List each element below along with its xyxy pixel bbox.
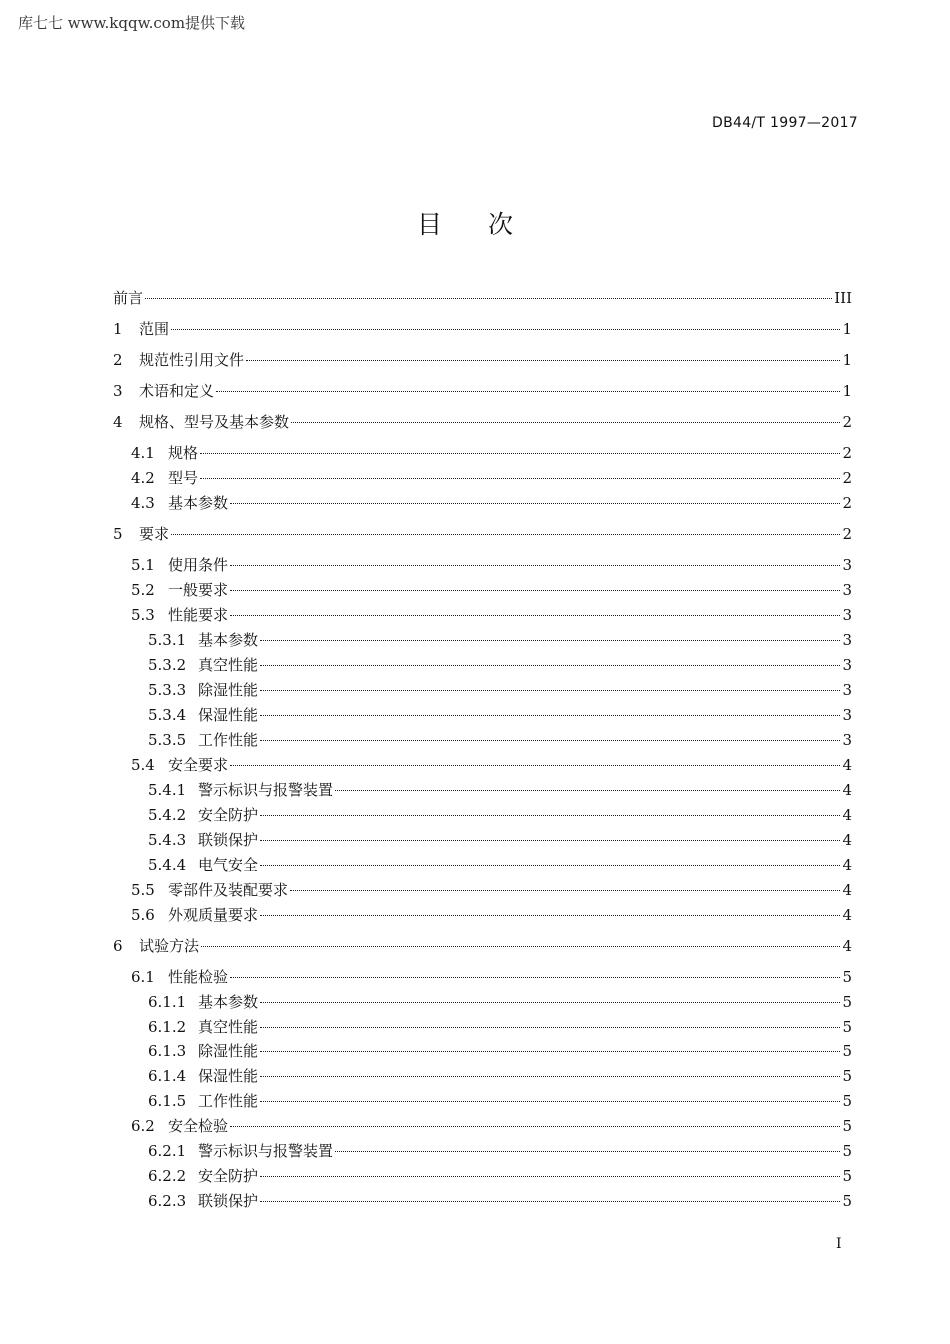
toc-entry-page: 2 <box>842 413 852 431</box>
dot-leader <box>171 534 840 535</box>
watermark-text: 库七七 www.kqqw.com提供下载 <box>18 14 246 32</box>
toc-entry-page: 3 <box>842 681 852 699</box>
dot-leader <box>216 391 840 392</box>
toc-entry[interactable] <box>148 1017 852 1037</box>
toc-entry-number: 5.6 <box>131 906 155 924</box>
toc-entry-number: 4.2 <box>131 469 155 487</box>
toc-entry-title: 安全防护 <box>198 1167 259 1185</box>
toc-entry[interactable] <box>148 1091 852 1111</box>
toc-entry[interactable] <box>148 1166 852 1186</box>
toc-entry-number: 5.3.5 <box>148 731 187 749</box>
toc-entry[interactable] <box>148 655 852 675</box>
toc-entry-title: 性能要求 <box>168 606 229 624</box>
toc-entry[interactable] <box>148 992 852 1012</box>
toc-entry-page: 5 <box>842 1018 852 1036</box>
toc-entry-number: 5.4.3 <box>148 831 187 849</box>
toc-entry-number: 5.1 <box>131 556 155 574</box>
dot-leader <box>230 590 840 591</box>
dot-leader <box>335 790 840 791</box>
toc-entry-title: 基本参数 <box>168 494 229 512</box>
toc-entry-number: 5.3 <box>131 606 155 624</box>
toc-entry-title: 联锁保护 <box>198 831 259 849</box>
toc-entry-number: 5.3.4 <box>148 706 187 724</box>
toc-entry[interactable] <box>148 1141 852 1161</box>
dot-leader <box>260 1051 840 1052</box>
toc-entry[interactable] <box>148 780 852 800</box>
toc-entry-page: 3 <box>842 556 852 574</box>
toc-entry-page: 2 <box>842 444 852 462</box>
toc-entry-title: 基本参数 <box>198 631 259 649</box>
toc-entry-number: 3 <box>113 382 123 400</box>
toc-entry-title: 规格 <box>168 444 199 462</box>
toc-entry-title: 真空性能 <box>198 656 259 674</box>
toc-entry-title: 试验方法 <box>139 937 200 955</box>
toc-entry-page: 5 <box>842 1192 852 1210</box>
toc-entry-number: 6.2 <box>131 1117 155 1135</box>
dot-leader <box>200 478 840 479</box>
toc-entry-number: 4.3 <box>131 494 155 512</box>
dot-leader <box>260 815 840 816</box>
toc-entry-title: 电气安全 <box>198 856 259 874</box>
toc-entry-page: 4 <box>842 831 852 849</box>
toc-entry-page: 1 <box>842 382 852 400</box>
toc-entry-page: 1 <box>842 351 852 369</box>
toc-entry-number: 4 <box>113 413 123 431</box>
toc-entry-page: 4 <box>842 906 852 924</box>
toc-entry-title: 范围 <box>139 320 170 338</box>
toc-entry-title: 前言 <box>113 289 144 307</box>
dot-leader <box>260 1027 840 1028</box>
toc-entry-page: III <box>834 289 852 307</box>
toc-entry-title: 安全检验 <box>168 1117 229 1135</box>
dot-leader <box>260 740 840 741</box>
toc-entry-page: 5 <box>842 993 852 1011</box>
toc-entry[interactable] <box>148 805 852 825</box>
toc-entry[interactable] <box>148 830 852 850</box>
toc-entry-title: 规范性引用文件 <box>139 351 245 369</box>
toc-entry-page: 1 <box>842 320 852 338</box>
dot-leader <box>260 640 840 641</box>
toc-entry[interactable] <box>148 1191 852 1211</box>
dot-leader <box>145 298 832 299</box>
toc-entry-number: 6.2.2 <box>148 1167 187 1185</box>
toc-entry-title: 外观质量要求 <box>168 906 259 924</box>
toc-entry-title: 安全要求 <box>168 756 229 774</box>
toc-entry-page: 3 <box>842 706 852 724</box>
toc-entry[interactable] <box>131 880 852 900</box>
toc-entry-title: 警示标识与报警装置 <box>198 1142 334 1160</box>
dot-leader <box>260 715 840 716</box>
toc-entry-page: 5 <box>842 1042 852 1060</box>
toc-entry-title: 性能检验 <box>168 968 229 986</box>
toc-entry-title: 除湿性能 <box>198 1042 259 1060</box>
toc-entry-title: 工作性能 <box>198 1092 259 1110</box>
toc-entry-title: 警示标识与报警装置 <box>198 781 334 799</box>
toc-entry-page: 5 <box>842 1117 852 1135</box>
dot-leader <box>230 565 840 566</box>
toc-entry-page: 2 <box>842 469 852 487</box>
toc-entry-page: 4 <box>842 806 852 824</box>
toc-entry-title: 型号 <box>168 469 199 487</box>
dot-leader <box>260 1076 840 1077</box>
toc-entry[interactable] <box>148 730 852 750</box>
toc-entry[interactable] <box>113 381 852 401</box>
toc-entry-title: 保湿性能 <box>198 1067 259 1085</box>
dot-leader <box>230 615 840 616</box>
toc-entry-number: 1 <box>113 320 123 338</box>
dot-leader <box>335 1151 840 1152</box>
page-number: I <box>836 1236 842 1252</box>
toc-entry-page: 3 <box>842 581 852 599</box>
toc-entry[interactable] <box>148 1041 852 1061</box>
dot-leader <box>230 977 840 978</box>
toc-entry-page: 5 <box>842 1167 852 1185</box>
toc-entry-number: 6.2.3 <box>148 1192 187 1210</box>
toc-entry-title: 保湿性能 <box>198 706 259 724</box>
toc-entry-title: 规格、型号及基本参数 <box>139 413 290 431</box>
dot-leader <box>290 890 840 891</box>
toc-entry-title: 要求 <box>139 525 170 543</box>
toc-entry[interactable] <box>131 967 852 987</box>
toc-entry[interactable] <box>131 755 852 775</box>
page-title: 目次 <box>416 210 559 239</box>
toc-entry-title: 一般要求 <box>168 581 229 599</box>
toc-entry-title: 除湿性能 <box>198 681 259 699</box>
toc-entry-number: 5.2 <box>131 581 155 599</box>
dot-leader <box>260 1176 840 1177</box>
dot-leader <box>201 946 840 947</box>
toc-entry-number: 5.4.1 <box>148 781 187 799</box>
toc-entry-page: 2 <box>842 525 852 543</box>
dot-leader <box>246 360 840 361</box>
toc-entry-number: 6.1 <box>131 968 155 986</box>
toc-entry[interactable] <box>148 855 852 875</box>
toc-entry-title: 使用条件 <box>168 556 229 574</box>
toc-entry-number: 5.3.1 <box>148 631 187 649</box>
toc-entry[interactable] <box>113 412 852 432</box>
toc-entry-title: 零部件及装配要求 <box>168 881 289 899</box>
toc-entry-page: 4 <box>842 781 852 799</box>
toc-entry[interactable] <box>113 319 852 339</box>
toc-entry-number: 6 <box>113 937 123 955</box>
toc-entry[interactable] <box>131 580 852 600</box>
toc-entry-page: 4 <box>842 937 852 955</box>
dot-leader <box>260 1201 840 1202</box>
toc-entry-number: 5.4.4 <box>148 856 187 874</box>
toc-entry-page: 4 <box>842 856 852 874</box>
dot-leader <box>260 840 840 841</box>
toc-entry-number: 4.1 <box>131 444 155 462</box>
toc-entry-page: 3 <box>842 731 852 749</box>
toc-entry[interactable] <box>148 705 852 725</box>
toc-entry-page: 4 <box>842 756 852 774</box>
toc-entry[interactable] <box>131 443 852 463</box>
toc-entry[interactable] <box>113 524 852 544</box>
dot-leader <box>291 422 840 423</box>
toc-entry-title: 工作性能 <box>198 731 259 749</box>
toc-entry[interactable] <box>131 468 852 488</box>
toc-entry[interactable] <box>148 630 852 650</box>
dot-leader <box>230 503 840 504</box>
toc-entry-title: 真空性能 <box>198 1018 259 1036</box>
toc-entry[interactable] <box>113 350 852 370</box>
toc-entry-number: 5 <box>113 525 123 543</box>
toc-entry[interactable] <box>131 493 852 513</box>
dot-leader <box>230 1126 840 1127</box>
toc-entry[interactable] <box>131 905 852 925</box>
toc-entry-number: 6.2.1 <box>148 1142 187 1160</box>
toc-entry[interactable] <box>113 936 852 956</box>
toc-entry-number: 6.1.5 <box>148 1092 187 1110</box>
toc-entry-page: 3 <box>842 606 852 624</box>
toc-entry-page: 5 <box>842 1067 852 1085</box>
dot-leader <box>260 1002 840 1003</box>
toc-entry-page: 5 <box>842 968 852 986</box>
toc-entry-title: 联锁保护 <box>198 1192 259 1210</box>
toc-entry-number: 5.3.3 <box>148 681 187 699</box>
toc-entry-page: 3 <box>842 656 852 674</box>
dot-leader <box>260 915 840 916</box>
dot-leader <box>200 453 840 454</box>
toc-entry-page: 5 <box>842 1142 852 1160</box>
toc-entry-number: 5.4.2 <box>148 806 187 824</box>
toc-entry[interactable] <box>148 680 852 700</box>
toc-entry-page: 3 <box>842 631 852 649</box>
toc-entry-page: 2 <box>842 494 852 512</box>
toc-entry-number: 5.3.2 <box>148 656 187 674</box>
toc-entry-number: 6.1.1 <box>148 993 187 1011</box>
toc-entry-number: 5.4 <box>131 756 155 774</box>
dot-leader <box>260 690 840 691</box>
toc-entry-number: 2 <box>113 351 123 369</box>
toc-entry-number: 6.1.4 <box>148 1067 187 1085</box>
toc-entry-number: 5.5 <box>131 881 155 899</box>
dot-leader <box>260 665 840 666</box>
toc-entry[interactable] <box>131 555 852 575</box>
toc-entry-number: 6.1.2 <box>148 1018 187 1036</box>
toc-entry-title: 安全防护 <box>198 806 259 824</box>
dot-leader <box>260 865 840 866</box>
toc-entry[interactable] <box>148 1066 852 1086</box>
toc-entry[interactable] <box>113 288 852 308</box>
dot-leader <box>230 765 840 766</box>
dot-leader <box>171 329 840 330</box>
toc-entry-page: 5 <box>842 1092 852 1110</box>
toc-entry-page: 4 <box>842 881 852 899</box>
toc-entry-title: 基本参数 <box>198 993 259 1011</box>
document-code: DB44/T 1997—2017 <box>712 115 858 131</box>
toc-entry[interactable] <box>131 605 852 625</box>
toc-entry-title: 术语和定义 <box>139 382 215 400</box>
toc-entry-number: 6.1.3 <box>148 1042 187 1060</box>
dot-leader <box>260 1101 840 1102</box>
toc-entry[interactable] <box>131 1116 852 1136</box>
